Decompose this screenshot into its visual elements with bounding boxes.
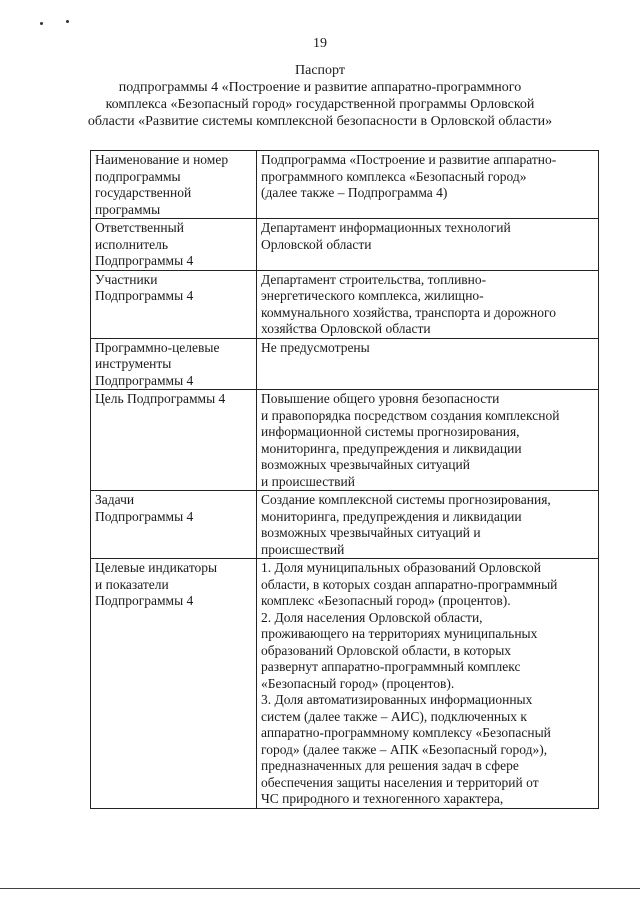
- value-line: город» (далее также – АПК «Безопасный город»),: [261, 741, 548, 757]
- table-row: [91, 270, 599, 338]
- value-line: Не предусмотрены: [261, 339, 370, 355]
- table-row: [91, 559, 599, 809]
- table-row: [91, 338, 599, 390]
- label-line: Подпрограммы 4: [95, 253, 194, 268]
- label-line: Подпрограммы 4: [95, 372, 194, 388]
- value-line: комплекс «Безопасный город» (процентов).: [261, 593, 511, 608]
- value-line: Создание комплексной системы прогнозирования,: [261, 492, 551, 507]
- row-label: [91, 219, 257, 271]
- label-line: Задачи: [95, 492, 135, 507]
- value-line: развернут аппаратно-программный комплекс: [261, 659, 521, 674]
- value-line: Подпрограмма «Построение и развитие аппаратно-: [261, 152, 557, 167]
- label-line: и показатели: [95, 576, 169, 592]
- table-row: [91, 491, 599, 559]
- table-row: [91, 390, 599, 491]
- value-line: Департамент строительства, топливно-: [261, 271, 487, 287]
- value-line: Повышение общего уровня безопасности: [261, 391, 500, 406]
- value-line: возможных чрезвычайных ситуаций и: [261, 525, 481, 540]
- value-line: образований Орловской области, в которых: [261, 642, 512, 658]
- value-line: коммунального хозяйства, транспорта и дорожного: [261, 304, 556, 320]
- row-value: [257, 219, 599, 271]
- label-line: Наименование и номер: [95, 152, 229, 167]
- value-line: мониторинга, предупреждения и ликвидации: [261, 508, 522, 524]
- value-line: области, в которых создан аппаратно-программный: [261, 576, 558, 592]
- label-line: Подпрограммы 4: [95, 288, 194, 303]
- table-row: [91, 151, 599, 219]
- value-line: предназначенных для решения задач в сфере: [261, 758, 519, 773]
- page-number: 19: [313, 36, 327, 51]
- passport-table: [90, 150, 599, 809]
- value-line: 2. Доля населения Орловской области,: [261, 609, 483, 625]
- passport-title: [60, 62, 580, 130]
- label-line: Подпрограммы 4: [95, 508, 194, 524]
- value-line: проживающего на территориях муниципальных: [261, 626, 538, 641]
- scan-speck: [66, 20, 69, 23]
- row-value: [257, 338, 599, 390]
- value-line: «Безопасный город» (процентов).: [261, 675, 455, 691]
- passport-table-body: [91, 151, 599, 809]
- label-line: Ответственный: [95, 220, 184, 235]
- title-line: комплекса «Безопасный город» государственной программы Орловской: [105, 97, 535, 112]
- value-line: обеспечения защиты населения и территорий от: [261, 774, 539, 790]
- value-line: энергетического комплекса, жилищно-: [261, 288, 484, 303]
- value-line: 3. Доля автоматизированных информационных: [261, 692, 533, 707]
- label-line: подпрограммы: [95, 168, 181, 184]
- value-line: происшествий: [261, 541, 345, 557]
- value-line: и происшествий: [261, 473, 355, 489]
- row-value: [257, 270, 599, 338]
- value-line: Департамент информационных технологий: [261, 220, 511, 235]
- scan-speck: [40, 22, 43, 25]
- row-value: [257, 151, 599, 219]
- value-line: (далее также – Подпрограмма 4): [261, 185, 448, 200]
- title-line: подпрограммы 4 «Построение и развитие аппаратно-программного: [118, 80, 522, 95]
- bottom-rule: [0, 888, 640, 889]
- row-label: [91, 559, 257, 809]
- row-value: [257, 491, 599, 559]
- label-line: Цель Подпрограммы 4: [95, 391, 226, 406]
- value-line: мониторинга, предупреждения и ликвидации: [261, 440, 522, 456]
- title-line: области «Развитие системы комплексной безопасности в Орловской области»: [87, 114, 553, 129]
- row-label: [91, 390, 257, 491]
- label-line: инструменты: [95, 356, 172, 371]
- label-line: Участники: [95, 271, 158, 287]
- label-line: Подпрограммы 4: [95, 593, 194, 608]
- table-row: [91, 219, 599, 271]
- label-line: программы: [95, 201, 161, 217]
- value-line: Орловской области: [261, 236, 372, 252]
- label-line: Целевые индикаторы: [95, 560, 218, 575]
- row-label: [91, 491, 257, 559]
- row-label: [91, 270, 257, 338]
- title-heading: Паспорт: [295, 63, 345, 78]
- value-line: аппаратно-программному комплексу «Безопасный: [261, 725, 551, 740]
- value-line: 1. Доля муниципальных образований Орловской: [261, 560, 541, 575]
- row-label: [91, 151, 257, 219]
- label-line: исполнитель: [95, 236, 168, 252]
- value-line: ЧС природного и техногенного характера,: [261, 791, 504, 806]
- value-line: систем (далее также – АИС), подключенных к: [261, 708, 527, 724]
- label-line: государственной: [95, 185, 192, 200]
- value-line: и правопорядка посредством создания комплексной: [261, 407, 560, 423]
- value-line: программного комплекса «Безопасный город»: [261, 168, 527, 184]
- value-line: возможных чрезвычайных ситуаций: [261, 457, 470, 472]
- row-value: [257, 559, 599, 809]
- row-label: [91, 338, 257, 390]
- value-line: информационной системы прогнозирования,: [261, 424, 520, 439]
- row-value: [257, 390, 599, 491]
- label-line: Программно-целевые: [95, 339, 220, 355]
- value-line: хозяйства Орловской области: [261, 321, 431, 336]
